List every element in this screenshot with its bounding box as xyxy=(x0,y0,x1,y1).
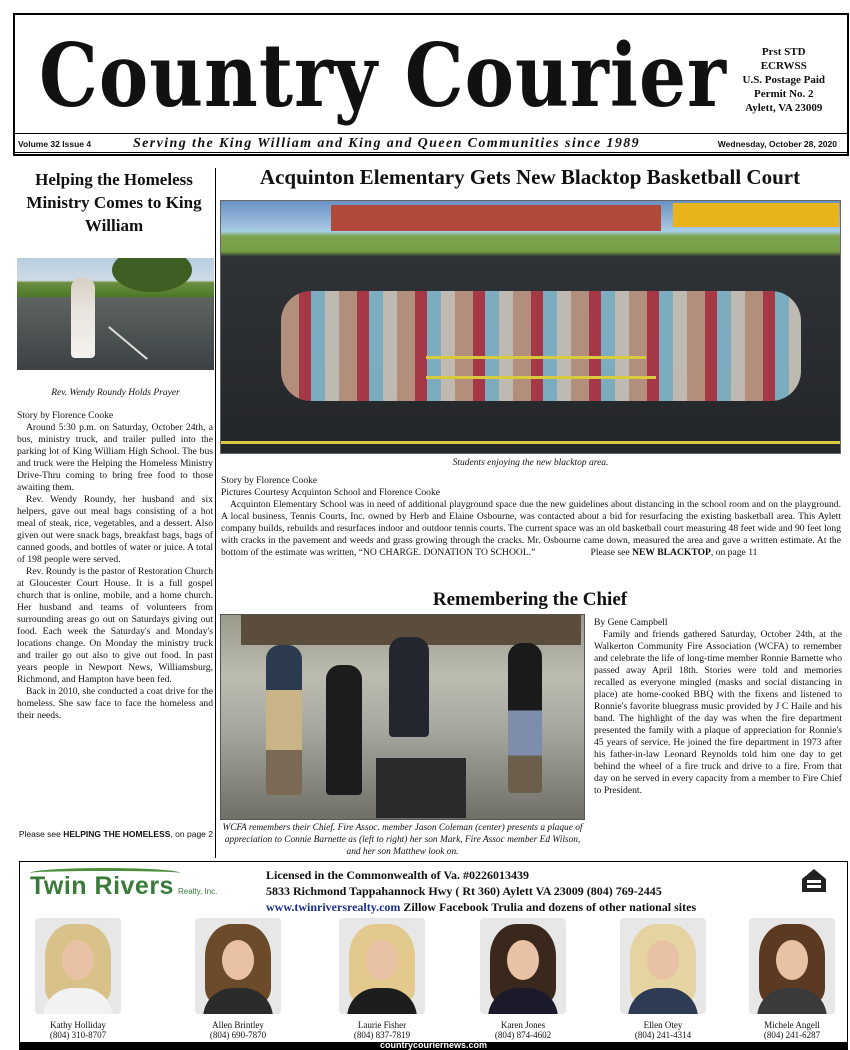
photo-person xyxy=(326,665,362,795)
paragraph: Around 5:30 p.m. on Saturday, October 24th, a bus, ministry truck, and trailer pulled into the parking lot of King William High School. The bus and truck were the Helping the Homeless Ministry Drive-Thru coming to bring free food to those awaiting them. xyxy=(17,422,213,493)
agent-photo xyxy=(35,918,121,1014)
byline: Story by Florence Cooke xyxy=(17,410,114,421)
agent-phone: (804) 837-7819 xyxy=(353,1030,411,1040)
web-line xyxy=(266,900,696,915)
twin-rivers-logo xyxy=(30,872,250,912)
photo-person xyxy=(71,278,95,358)
photo-speaker xyxy=(376,758,466,818)
paragraph xyxy=(221,499,841,559)
issue-date: Wednesday, October 28, 2020 xyxy=(717,139,837,149)
paragraph: Family and friends gathered Saturday, October 24th, at the Walkerton Community Fire Association (WCFA) to remember and celebrate the life of long-time member Ronnie Barnette who passed away April 18th. Stories were told and memories recalled as everyone mingled (masks and social distancing in place) ate home-cooked BBQ with the fixens and listened to Ronnie's favorite bluegrass music provided by J C Haile and his band. The highlight of the day was when the fire department presented the family with a plaque of appreciation for Ronnie's 45 years of service. He joined the fire department in 1973 after his father-in-law Leonard Reynolds told him one day to get behind the wheel of a fire truck and drive to a fire. From that day on he served in every capacity from a member to Fire Chief to President. xyxy=(594,629,843,796)
postal-line: Prst STD xyxy=(761,46,806,58)
volume-issue: Volume 32 Issue 4 xyxy=(18,139,92,149)
continued-prefix: Please see xyxy=(590,547,633,558)
agent-name: Michele Angell xyxy=(764,1020,820,1030)
agent-name: Allen Brintley xyxy=(212,1020,264,1030)
agent-card xyxy=(178,918,298,1040)
address-line: 5833 Richmond Tappahannock Hwy ( Rt 360) Aylett VA 23009 (804) 769-2445 xyxy=(266,884,662,898)
paragraph: Rev. Roundy is the pastor of Restoration Church at Gloucester Court House. It is a full gospel church that is online, mobile, and a home church. Her husband and teams of volunteers from surrounding areas go out on Saturdays giving out food. Each week the Saturday's and Monday's locations change. On Monday the ministry truck and trailer go out also to give out food. In past years people in Newport News, Williamsburg, Richmond, and Hampton have been fed. xyxy=(17,566,213,685)
agent-photo xyxy=(620,918,706,1014)
postal-line: ECRWSS xyxy=(760,60,807,72)
prayer-photo xyxy=(17,258,214,370)
main-body-text: Acquinton Elementary School was in need of additional playground space due the new guidelines about distancing in the school room and on the playground. A local business, Tennis Courts, Inc. owned by Herb and Elaine Osbourne, was contacted about a bid for resurfacing the existing basketball area. This Aylett company builds, rebuilds and resurfaces indoor and outdoor tennis courts. The current space was an old basketball court measuring 48 feet wide and 90 feet long with cracks in the pavement and weeds and grass growing through the cracks. Mr. Osbourne came down, measured the area and gave a written estimate. At the bottom of the estimate was written, “NO CHARGE. DONATION TO SCHOOL.” xyxy=(221,499,841,558)
logo-text: Twin Rivers xyxy=(30,872,174,900)
paragraph: Back in 2010, she conducted a coat drive for the homeless. She saw face to face the homeless and their needs. xyxy=(17,686,213,721)
photo-court-line xyxy=(221,441,841,444)
photo-tree xyxy=(112,258,192,292)
photo-person xyxy=(389,637,429,737)
agent-phone: (804) 874-4602 xyxy=(494,1030,552,1040)
agent-card xyxy=(603,918,723,1040)
agent-face xyxy=(776,940,808,980)
photo-credit: Pictures Courtesy Acquinton School and Florence Cooke xyxy=(221,487,441,498)
agent-photo xyxy=(480,918,566,1014)
agent-photo xyxy=(339,918,425,1014)
agent-row xyxy=(20,918,849,1042)
agent-name: Ellen Otey xyxy=(643,1020,683,1030)
license-line: Licensed in the Commonwealth of Va. #0226013439 xyxy=(266,868,530,882)
chief-headline: Remembering the Chief xyxy=(432,589,628,610)
logo-swoosh xyxy=(30,868,180,878)
chief-photo xyxy=(220,614,585,820)
left-story-header xyxy=(14,168,214,237)
left-story-body xyxy=(17,410,213,722)
left-continued-line[interactable] xyxy=(17,829,213,840)
paragraph: Rev. Wendy Roundy, her husband and six helpers, gave out meal bags consisting of a hot meal of steak, rice, vegetables, and a dessert. Also given out were snack bags, breakfast bags, bags of canned goods, and bottles of water or juice. A total of 198 people were served. xyxy=(17,494,213,565)
continued-suffix: , on page 11 xyxy=(710,547,758,558)
agent-card xyxy=(322,918,442,1040)
agent-card xyxy=(18,918,138,1040)
postal-line: Aylett, VA 23009 xyxy=(745,102,823,114)
agent-phone: (804) 241-4314 xyxy=(634,1030,692,1040)
agent-face xyxy=(222,940,254,980)
agent-face xyxy=(507,940,539,980)
agent-phone: (804) 310-8707 xyxy=(49,1030,107,1040)
blacktop-photo-caption: Students enjoying the new blacktop area. xyxy=(452,458,609,468)
agent-card xyxy=(463,918,583,1040)
footer-bar xyxy=(19,1042,848,1050)
agent-name: Laurie Fisher xyxy=(357,1020,407,1030)
continued-suffix: , on page 2 xyxy=(170,829,213,839)
realty-ad xyxy=(19,861,848,1043)
left-headline: Helping the Homeless Ministry Comes to King William xyxy=(26,170,202,235)
agent-photo xyxy=(749,918,835,1014)
chief-photo-caption: WCFA remembers their Chief. Fire Assoc. member Jason Coleman (center) presents a plaque of appreciation to Connie Barnette as (left to right) her son Mark, Fire Assoc member Ed Wilson, and her son Matthew look on. xyxy=(222,823,583,857)
masthead xyxy=(13,13,849,156)
equal-housing-icon xyxy=(799,866,829,896)
prayer-photo-caption: Rev. Wendy Roundy Holds Prayer xyxy=(51,388,180,398)
agent-name: Kathy Holliday xyxy=(50,1020,106,1030)
continued-prefix: Please see xyxy=(18,829,64,839)
agent-name: Karen Jones xyxy=(500,1020,546,1030)
sites-text: Zillow Facebook Trulia and dozens of other national sites xyxy=(400,900,697,914)
postal-line: Permit No. 2 xyxy=(753,88,814,100)
continued-title: NEW BLACKTOP xyxy=(632,547,711,558)
photo-court-line xyxy=(426,356,646,359)
chief-story-body xyxy=(594,617,842,797)
agent-phone: (804) 690-7870 xyxy=(209,1030,267,1040)
main-story-body xyxy=(221,475,841,559)
photo-school-buses xyxy=(673,203,839,227)
footer-website[interactable]: countrycouriernews.com xyxy=(379,1042,488,1050)
photo-person xyxy=(508,643,542,793)
agent-face xyxy=(366,940,398,980)
tagline: Serving the King William and King and Queen Communities since 1989 xyxy=(133,136,641,151)
postal-line: U.S. Postage Paid xyxy=(742,74,825,86)
postal-indicia xyxy=(743,45,826,115)
logo-subtext: Realty, Inc. xyxy=(177,887,218,896)
photo-court-line xyxy=(426,376,656,379)
agent-face xyxy=(62,940,94,980)
byline: Story by Florence Cooke xyxy=(221,475,318,486)
column-divider xyxy=(215,168,216,858)
agent-photo xyxy=(195,918,281,1014)
agent-phone: (804) 241-6287 xyxy=(763,1030,821,1040)
photo-person xyxy=(266,645,302,795)
byline: By Gene Campbell xyxy=(594,617,668,628)
main-continued-line[interactable] xyxy=(591,547,758,558)
photo-school-building xyxy=(331,205,661,231)
photo-students xyxy=(281,291,801,401)
blacktop-photo xyxy=(220,200,841,454)
agent-card xyxy=(732,918,850,1040)
agent-face xyxy=(647,940,679,980)
newspaper-title: Country Courier xyxy=(39,25,728,128)
main-headline: Acquinton Elementary Gets New Blacktop Basketball Court xyxy=(259,165,801,189)
website-link[interactable]: www.twinriversrealty.com xyxy=(266,900,401,914)
masthead-bar xyxy=(15,133,847,155)
continued-title: HELPING THE HOMELESS xyxy=(63,829,171,839)
photo-parking-line xyxy=(108,326,148,360)
